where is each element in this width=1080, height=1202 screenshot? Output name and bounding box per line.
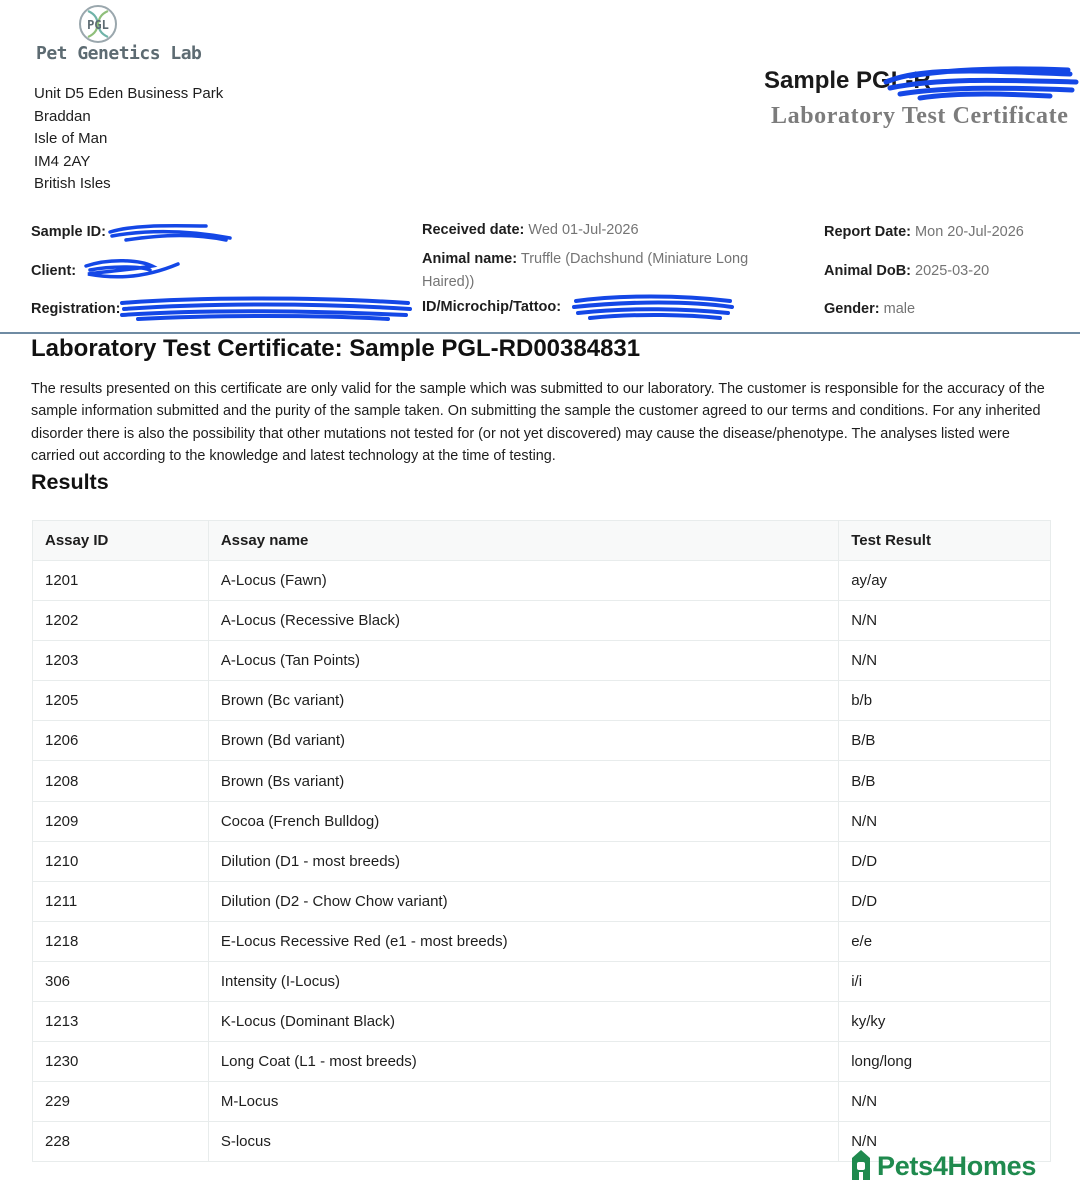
assay-id-cell: 1208 (33, 761, 209, 801)
gender-field (824, 301, 915, 317)
assay-name-cell: A-Locus (Fawn) (208, 561, 838, 601)
lab-address (34, 83, 223, 196)
test-result-cell: N/N (839, 601, 1051, 641)
table-row (33, 1002, 1051, 1042)
assay-id-cell: 1203 (33, 641, 209, 681)
test-result-cell: B/B (839, 721, 1051, 761)
table-header-row (33, 521, 1051, 561)
dna-helix-icon (78, 4, 118, 44)
gender-value: male (883, 301, 916, 317)
assay-id-cell: 1211 (33, 881, 209, 921)
assay-name-cell: Brown (Bs variant) (208, 761, 838, 801)
test-result-cell: N/N (839, 641, 1051, 681)
report-date-label: Report Date: (824, 224, 912, 240)
assay-name-cell: Dilution (D1 - most breeds) (208, 841, 838, 881)
assay-name-cell: Intensity (I-Locus) (208, 961, 838, 1001)
table-row (33, 641, 1051, 681)
assay-id-cell: 306 (33, 961, 209, 1001)
redaction-scribble (118, 295, 414, 323)
sample-title: Sample PGL-R (764, 67, 931, 94)
test-result-cell: N/N (839, 1122, 1051, 1162)
sample-id-field (31, 224, 106, 240)
table-row (33, 1082, 1051, 1122)
received-date-field (422, 222, 639, 238)
column-header-assay-name: Assay name (208, 521, 838, 561)
registration-field (31, 301, 120, 317)
table-row (33, 561, 1051, 601)
received-date-label: Received date: (422, 222, 525, 238)
animal-dob-value: 2025-03-20 (915, 263, 990, 279)
gender-label: Gender: (824, 301, 880, 317)
animal-name-label: Animal name: (422, 251, 518, 267)
animal-dob-label: Animal DoB: (824, 263, 911, 279)
table-row (33, 1042, 1051, 1082)
address-line: Unit D5 Eden Business Park (34, 85, 224, 102)
assay-name-cell: E-Locus Recessive Red (e1 - most breeds) (208, 921, 838, 961)
assay-id-cell: 1201 (33, 561, 209, 601)
test-result-cell: long/long (839, 1042, 1051, 1082)
table-row (33, 801, 1051, 841)
table-row (33, 961, 1051, 1001)
lab-logo (36, 4, 202, 68)
animal-name-field (422, 248, 782, 293)
test-result-cell: D/D (839, 881, 1051, 921)
assay-name-cell: Cocoa (French Bulldog) (208, 801, 838, 841)
assay-id-cell: 1230 (33, 1042, 209, 1082)
header-divider (0, 332, 1080, 334)
watermark-text: Pets4Homes (877, 1151, 1037, 1181)
table-row (33, 721, 1051, 761)
address-line: British Isles (34, 175, 111, 192)
table-row (33, 881, 1051, 921)
assay-name-cell: Long Coat (L1 - most breeds) (208, 1042, 838, 1082)
certificate-title: Laboratory Test Certificate: Sample PGL-RD00384831 (31, 335, 641, 362)
assay-id-cell: 1210 (33, 841, 209, 881)
test-result-cell: b/b (839, 681, 1051, 721)
received-date-value: Wed 01-Jul-2026 (528, 222, 639, 238)
redaction-scribble (570, 293, 736, 323)
animal-dob-field (824, 263, 989, 279)
assay-id-cell: 1209 (33, 801, 209, 841)
disclaimer-text: The results presented on this certificate are only valid for the sample which was submitted to our laboratory. The customer is responsible for the accuracy of the sample information submitted and the purity of the sample taken. On submitting the sample the customer agreed to our terms and conditions. For any inherited disorder there is also the possibility that other mutations not tested for (or not yet discovered) may cause the disease/phenotype. The analyses listed were carried out according to the knowledge and latest technology at the time of testing. (31, 381, 1045, 464)
report-date-field (824, 224, 1024, 240)
assay-name-cell: A-Locus (Recessive Black) (208, 601, 838, 641)
column-header-test-result: Test Result (839, 521, 1051, 561)
assay-id-cell: 1213 (33, 1002, 209, 1042)
microchip-label: ID/Microchip/Tattoo: (422, 299, 562, 315)
column-header-assay-id: Assay ID (33, 521, 209, 561)
table-row (33, 601, 1051, 641)
lab-logo-text: Pet Genetics Lab (36, 43, 202, 64)
client-label: Client: (31, 263, 77, 279)
report-date-value: Mon 20-Jul-2026 (915, 224, 1024, 240)
assay-id-cell: 1206 (33, 721, 209, 761)
sample-id-label: Sample ID: (31, 224, 106, 240)
assay-id-cell: 1205 (33, 681, 209, 721)
registration-label: Registration: (31, 301, 121, 317)
results-heading: Results (31, 470, 109, 494)
address-line: IM4 2AY (34, 152, 91, 170)
assay-name-cell: Dilution (D2 - Chow Chow variant) (208, 881, 838, 921)
certificate-subtitle: Laboratory Test Certificate (771, 103, 1069, 129)
test-result-cell: ay/ay (839, 561, 1051, 601)
client-field (31, 263, 76, 279)
table-row (33, 761, 1051, 801)
assay-id-cell: 228 (33, 1122, 209, 1162)
test-result-cell: D/D (839, 841, 1051, 881)
pets4homes-watermark (846, 1146, 1056, 1186)
house-tag-icon (846, 1146, 876, 1182)
address-line: Braddan (34, 107, 91, 125)
assay-name-cell: K-Locus (Dominant Black) (208, 1002, 838, 1042)
assay-name-cell: M-Locus (208, 1082, 838, 1122)
test-result-cell: ky/ky (839, 1002, 1051, 1042)
logo-mark-text: PGL (87, 18, 109, 32)
redaction-scribble (80, 256, 182, 286)
address-line: Isle of Man (34, 130, 108, 147)
assay-name-cell: Brown (Bd variant) (208, 721, 838, 761)
test-result-cell: N/N (839, 801, 1051, 841)
test-result-cell: N/N (839, 1082, 1051, 1122)
assay-name-cell: S-locus (208, 1122, 838, 1162)
table-row (33, 921, 1051, 961)
assay-name-cell: Brown (Bc variant) (208, 681, 838, 721)
assay-id-cell: 1202 (33, 601, 209, 641)
test-result-cell: i/i (839, 961, 1051, 1001)
table-row (33, 681, 1051, 721)
table-row (33, 841, 1051, 881)
test-result-cell: e/e (839, 921, 1051, 961)
assay-id-cell: 229 (33, 1082, 209, 1122)
microchip-field (422, 299, 561, 315)
results-table (32, 520, 1051, 1162)
assay-name-cell: A-Locus (Tan Points) (208, 641, 838, 681)
test-result-cell: B/B (839, 761, 1051, 801)
redaction-scribble (106, 220, 234, 246)
animal-name-value: Truffle (Dachshund (Miniature Long Haired)) (422, 251, 749, 290)
assay-id-cell: 1218 (33, 921, 209, 961)
